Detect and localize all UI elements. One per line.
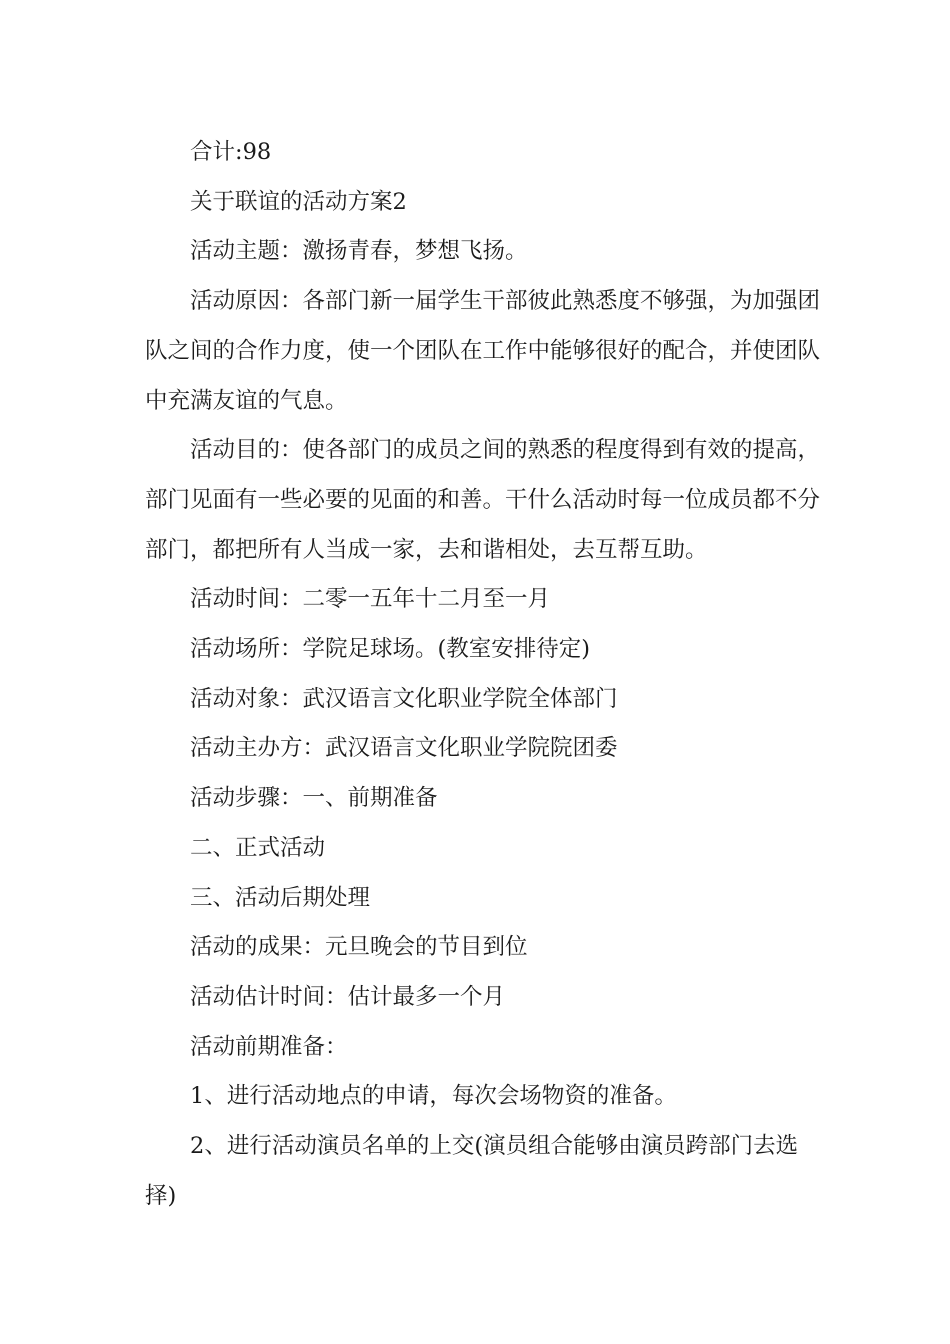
activity-outcome: 活动的成果：元旦晚会的节目到位 <box>190 934 528 961</box>
preparation-item-1: 1、进行活动地点的申请，每次会场物资的准备。 <box>190 1083 677 1110</box>
preparation-heading: 活动前期准备： <box>190 1033 348 1060</box>
activity-purpose: 活动目的：使各部门的成员之间的熟悉的程度得到有效的提高，部门见面有一些必要的见面的和善。干什么活动时每一位成员都不分部门，都把所有人当成一家，去和谐相处，去互帮互助。 <box>145 437 821 563</box>
activity-reason: 活动原因：各部门新一届学生干部彼此熟悉度不够强，为加强团队之间的合作力度，使一个团队在工作中能够很好的配合，并使团队中充满友谊的气息。 <box>145 288 821 414</box>
step-three: 三、活动后期处理 <box>190 884 371 911</box>
step-two: 二、正式活动 <box>190 834 326 861</box>
preparation-item-2: 2、进行活动演员名单的上交(演员组合能够由演员跨部门去选择) <box>145 1133 799 1209</box>
activity-organizer: 活动主办方：武汉语言文化职业学院院团委 <box>190 735 618 762</box>
activity-steps: 活动步骤：一、前期准备 <box>190 785 438 812</box>
activity-venue: 活动场所：学院足球场。(教室安排待定) <box>190 636 591 663</box>
activity-theme: 活动主题：激扬青春，梦想飞扬。 <box>190 238 528 265</box>
document-body <box>145 128 825 1221</box>
total-line: 合计:98 <box>190 139 272 165</box>
plan-heading: 关于联谊的活动方案2 <box>190 188 407 215</box>
activity-time: 活动时间：二零一五年十二月至一月 <box>190 586 551 613</box>
activity-audience: 活动对象：武汉语言文化职业学院全体部门 <box>190 685 618 712</box>
activity-duration: 活动估计时间：估计最多一个月 <box>190 983 506 1010</box>
